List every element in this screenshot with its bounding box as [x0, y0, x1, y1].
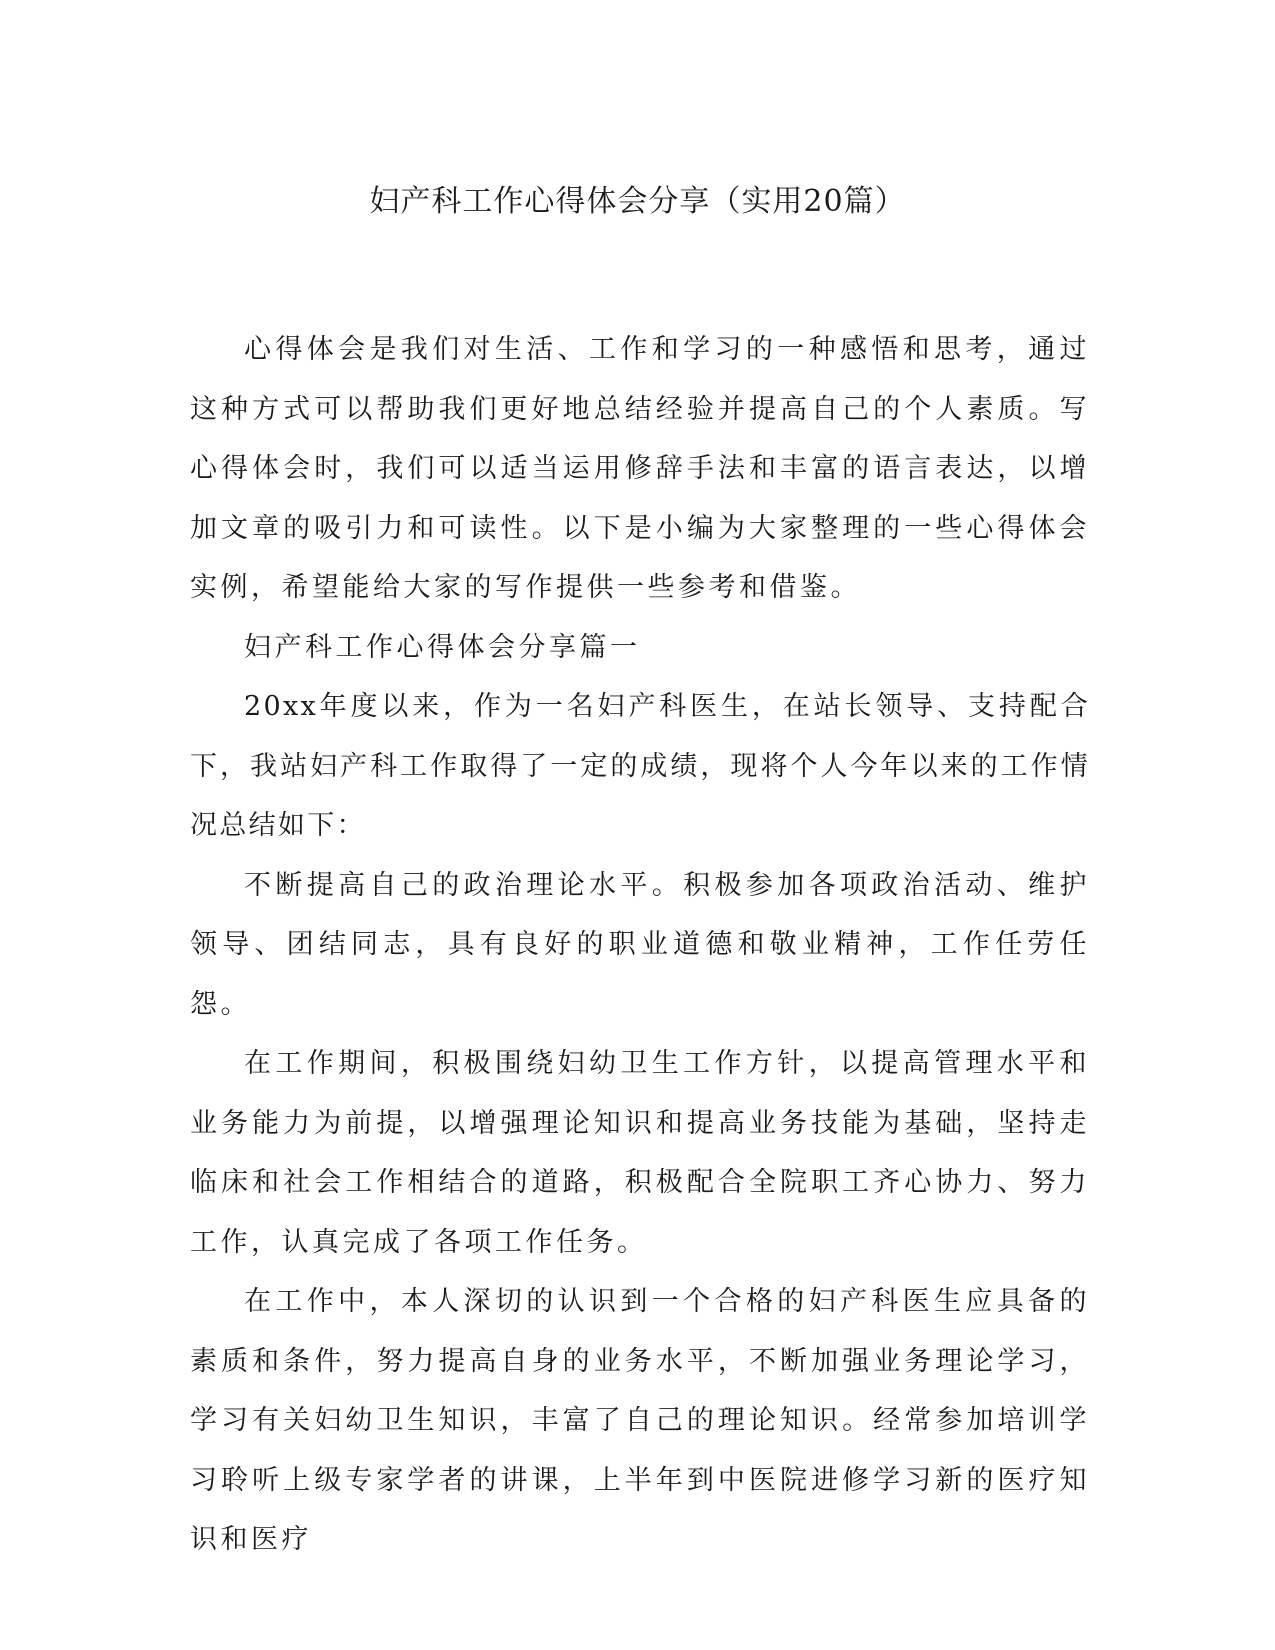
section-heading: 妇产科工作心得体会分享篇一 — [244, 631, 641, 663]
document-body — [190, 320, 1090, 1570]
body-paragraph: 在工作期间，积极围绕妇幼卫生工作方针，以提高管理水平和业务能力为前提，以增强理论知识和提高业务技能为基础，坚持走临床和社会工作相结合的道路，积极配合全院职工齐心协力、努力工作，认真完成了各项工作任务。 — [190, 1048, 1090, 1258]
document-title: 妇产科工作心得体会分享（实用20篇） — [369, 184, 906, 219]
body-paragraph: 在工作中，本人深切的认识到一个合格的妇产科医生应具备的素质和条件，努力提高自身的业务水平，不断加强业务理论学习，学习有关妇幼卫生知识，丰富了自己的理论知识。经常参加培训学习聆听上级专家学者的讲课，上半年到中医院进修学习新的医疗知识和医疗 — [190, 1286, 1090, 1555]
body-paragraph: 20xx年度以来，作为一名妇产科医生，在站长领导、支持配合下，我站妇产科工作取得了一定的成绩，现将个人今年以来的工作情况总结如下： — [190, 691, 1090, 841]
intro-paragraph: 心得体会是我们对生活、工作和学习的一种感悟和思考，通过这种方式可以帮助我们更好地总结经验并提高自己的个人素质。写心得体会时，我们可以适当运用修辞手法和丰富的语言表达，以增加文章的吸引力和可读性。以下是小编为大家整理的一些心得体会实例，希望能给大家的写作提供一些参考和借鉴。 — [190, 334, 1090, 603]
body-paragraph: 不断提高自己的政治理论水平。积极参加各项政治活动、维护领导、团结同志，具有良好的职业道德和敬业精神，工作任劳任怨。 — [190, 869, 1090, 1020]
